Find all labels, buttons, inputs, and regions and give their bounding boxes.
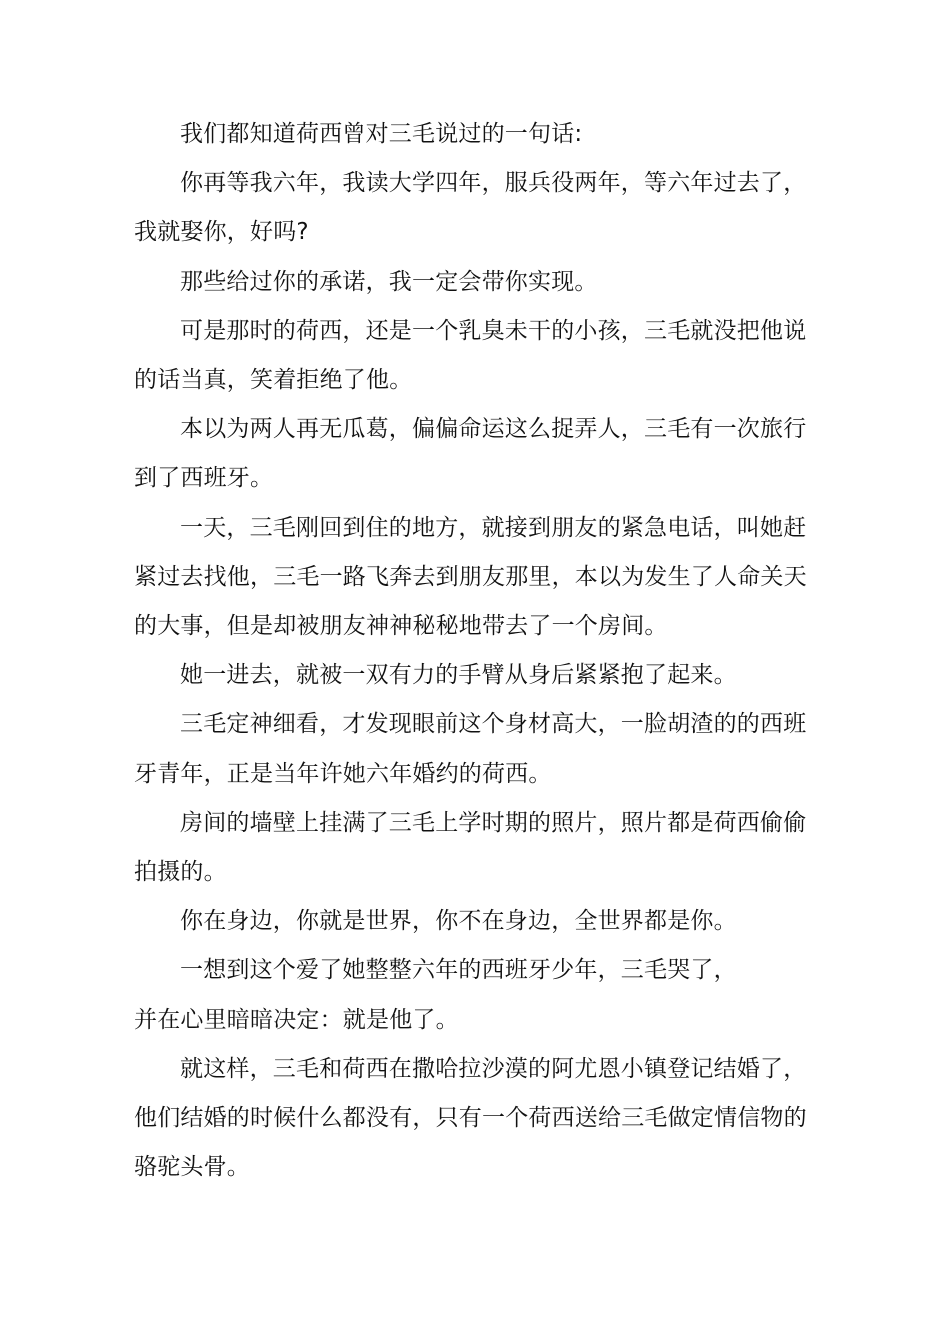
paragraph-5: 本以为两人再无瓜葛，偏偏命运这么捉弄人，三毛有一次旅行到了西班牙。 [134, 416, 807, 492]
paragraph-13: 就这样，三毛和荷西在撒哈拉沙漠的阿尤恩小镇登记结婚了，他们结婚的时候什么都没有，只有一个荷西送给三毛做定情信物的骆驼头骨。 [134, 1055, 807, 1181]
paragraph-3: 那些给过你的承诺，我一定会带你实现。 [180, 268, 598, 295]
paragraph-6: 一天，三毛刚回到住的地方，就接到朋友的紧急电话，叫她赶紧过去找他，三毛一路飞奔去到朋友那里，本以为发生了人命关天的大事，但是却被朋友神神秘秘地带去了一个房间。 [134, 514, 807, 640]
paragraph-2: 你再等我六年，我读大学四年，服兵役两年，等六年过去了，我就娶你，好吗? [134, 170, 807, 246]
paragraph-9: 房间的墙壁上挂满了三毛上学时期的照片，照片都是荷西偷偷拍摄的。 [134, 809, 807, 886]
paragraph-11: 一想到这个爱了她整整六年的西班牙少年，三毛哭了， [180, 957, 737, 984]
paragraph-7: 她一进去，就被一双有力的手臂从身后紧紧抱了起来。 [180, 662, 737, 689]
paragraph-1: 我们都知道荷西曾对三毛说过的一句话: [180, 121, 583, 147]
paragraph-12: 并在心里暗暗决定：就是他了。 [134, 1006, 459, 1033]
paragraph-4: 可是那时的荷西，还是一个乳臭未干的小孩，三毛就没把他说的话当真，笑着拒绝了他。 [134, 317, 807, 394]
paragraph-8: 三毛定神细看，才发现眼前这个身材高大，一脸胡渣的的西班牙青年，正是当年许她六年婚约的荷西。 [134, 711, 807, 787]
document-body [134, 110, 824, 1192]
paragraph-10: 你在身边，你就是世界，你不在身边，全世界都是你。 [180, 908, 737, 935]
